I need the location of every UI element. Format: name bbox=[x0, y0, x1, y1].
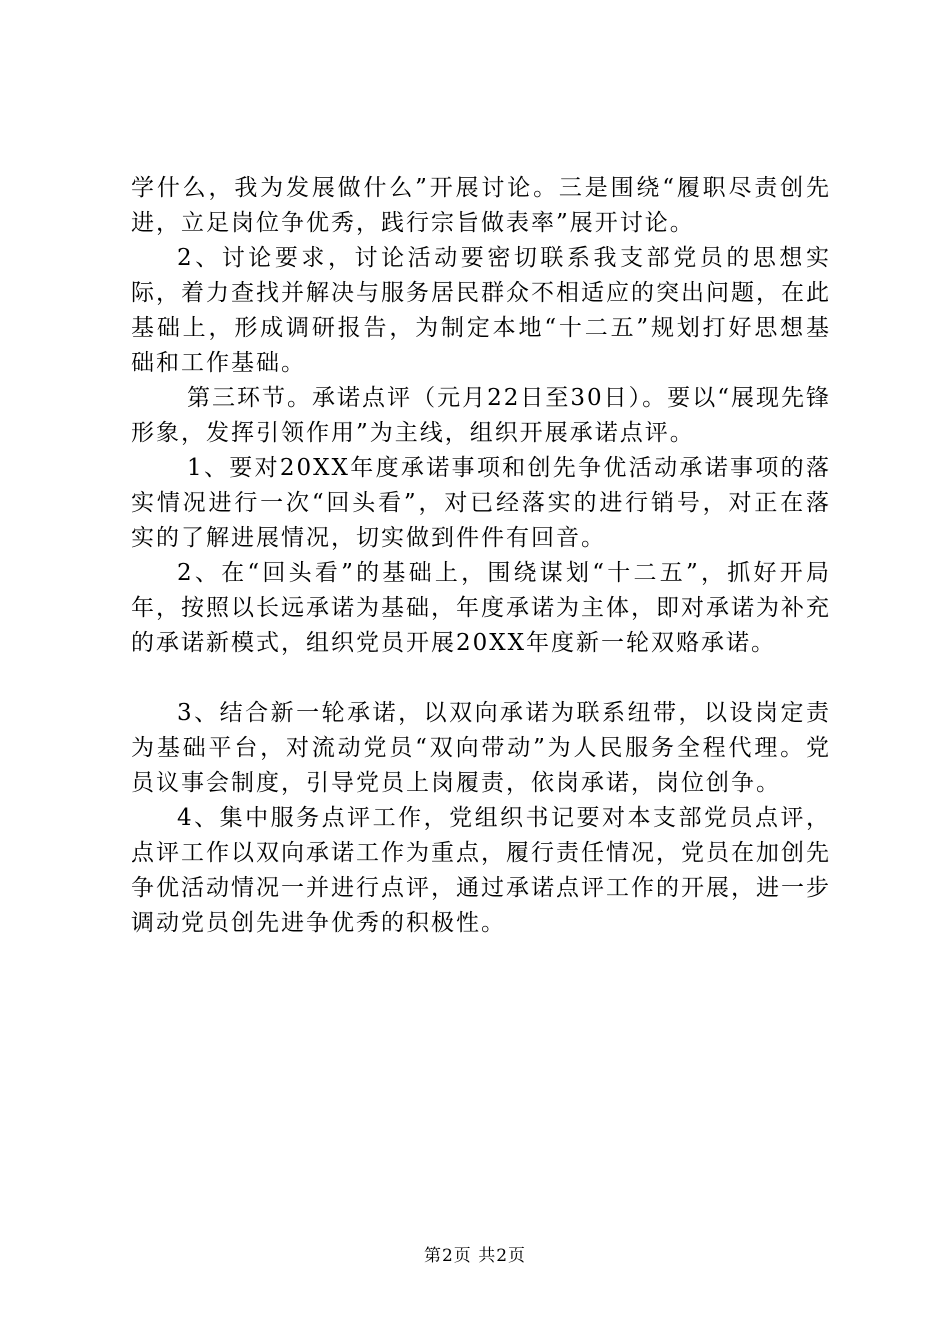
paragraph-discussion-requirements: 2、讨论要求，讨论活动要密切联系我支部党员的思想实际，着力查找并解决与服务居民群众不相适应的突出问题，在此基础上，形成调研报告，为制定本地“十二五”规划打好思想基础和工作基础。 bbox=[131, 245, 831, 376]
paragraph-third-stage: 第三环节。承诺点评（元月22日至30日）。要以“展现先锋形象，发挥引领作用”为主线，组织开展承诺点评。 bbox=[131, 385, 831, 446]
paragraph-spacer bbox=[131, 661, 831, 696]
paragraph-item-1-review: 1、要对20XX年度承诺事项和创先争优活动承诺事项的落实情况进行一次“回头看”，对已经落实的进行销号，对正在落实的了解进展情况，切实做到件件有回音。 bbox=[131, 455, 831, 551]
page-number-footer: 第2页 共2页 bbox=[423, 1246, 527, 1266]
paragraph-item-4-evaluation: 4、集中服务点评工作，党组织书记要对本支部党员点评，点评工作以双向承诺工作为重点，履行责任情况，党员在加创先争优活动情况一并进行点评，通过承诺点评工作的开展，进一步调动党员创先进争优秀的积极性。 bbox=[131, 805, 831, 936]
paragraph-item-3-two-way-pledge: 3、结合新一轮承诺，以双向承诺为联系纽带，以设岗定责为基础平台，对流动党员“双向带动”为人民服务全程代理。党员议事会制度，引导党员上岗履责，依岗承诺，岗位创争。 bbox=[131, 700, 831, 796]
paragraph-discussion-continued: 学什么，我为发展做什么”开展讨论。三是围绕“履职尽责创先进，立足岗位争优秀，践行宗旨做表率”展开讨论。 bbox=[131, 175, 831, 236]
paragraph-item-2-new-pledge: 2、在“回头看”的基础上，围绕谋划“十二五”，抓好开局年，按照以长远承诺为基础，年度承诺为主体，即对承诺为补充的承诺新模式，组织党员开展20XX年度新一轮双赂承诺。 bbox=[131, 560, 831, 656]
document-body bbox=[131, 171, 831, 941]
